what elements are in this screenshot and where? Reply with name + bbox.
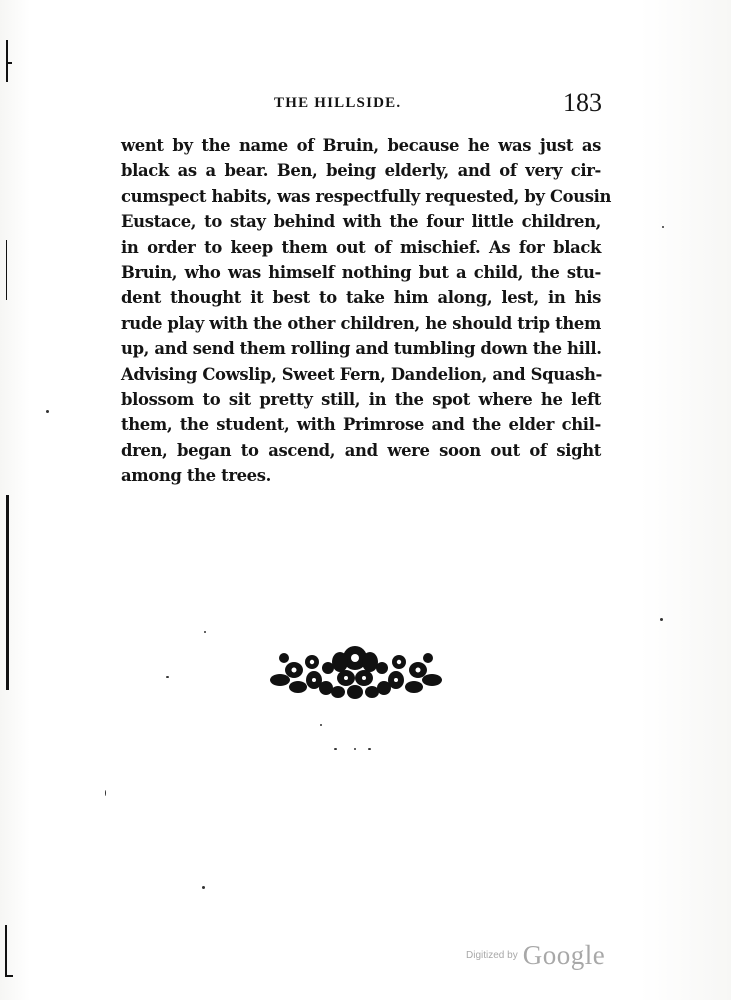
scan-gutter-mark (6, 495, 9, 690)
text-line: among the trees. (121, 466, 271, 486)
scan-speck (660, 618, 663, 621)
scan-speck (334, 748, 337, 750)
text-line: blossom to sit pretty still, in the spot where he left (121, 390, 601, 410)
page-number: 183 (563, 88, 602, 117)
text-line: dent thought it best to take him along, lest, in his (121, 288, 601, 308)
text-line: Advising Cowslip, Sweet Fern, Dandelion, and Squash- (121, 364, 602, 384)
scan-speck (166, 676, 169, 678)
text-line: Eustace, to stay behind with the four little children, (121, 212, 601, 232)
watermark-brand: Google (522, 940, 606, 970)
scan-gutter-mark (5, 925, 7, 975)
text-line: cumspect habits, was respectfully requested, by Cousin (121, 186, 612, 206)
scan-gutter-mark (6, 40, 8, 82)
text-line: went by the name of Bruin, because he was just as (121, 136, 601, 155)
text-line: in order to keep them out of mischief. As for black (121, 237, 601, 257)
body-paragraph (121, 133, 612, 489)
scan-gutter-mark (6, 240, 7, 300)
scan-speck (662, 226, 664, 228)
page-header (122, 88, 602, 118)
text-line: rude play with the other children, he should trip them (121, 313, 601, 333)
scan-speck (368, 748, 371, 750)
text-line: dren, began to ascend, and were soon out of sight (121, 440, 601, 460)
text-line: Bruin, who was himself nothing but a child, the stu- (121, 263, 601, 283)
scan-speck (105, 790, 106, 796)
text-line: up, and send them rolling and tumbling down the hill. (121, 339, 602, 359)
digitized-by-google-watermark (466, 940, 605, 971)
floral-tailpiece-ornament (268, 640, 443, 702)
text-line: black as a bear. Ben, being elderly, and of very cir- (121, 161, 601, 181)
scan-speck (354, 748, 356, 750)
scan-gutter-mark (6, 62, 12, 64)
running-head: THE HILLSIDE. (274, 95, 402, 111)
scan-speck (202, 886, 205, 889)
watermark-prefix: Digitized by (466, 950, 518, 961)
scan-gutter-mark (5, 975, 13, 977)
scan-speck (320, 724, 322, 726)
scan-speck (204, 631, 206, 633)
text-line: them, the student, with Primrose and the elder chil- (121, 415, 601, 435)
scan-speck (46, 410, 49, 413)
